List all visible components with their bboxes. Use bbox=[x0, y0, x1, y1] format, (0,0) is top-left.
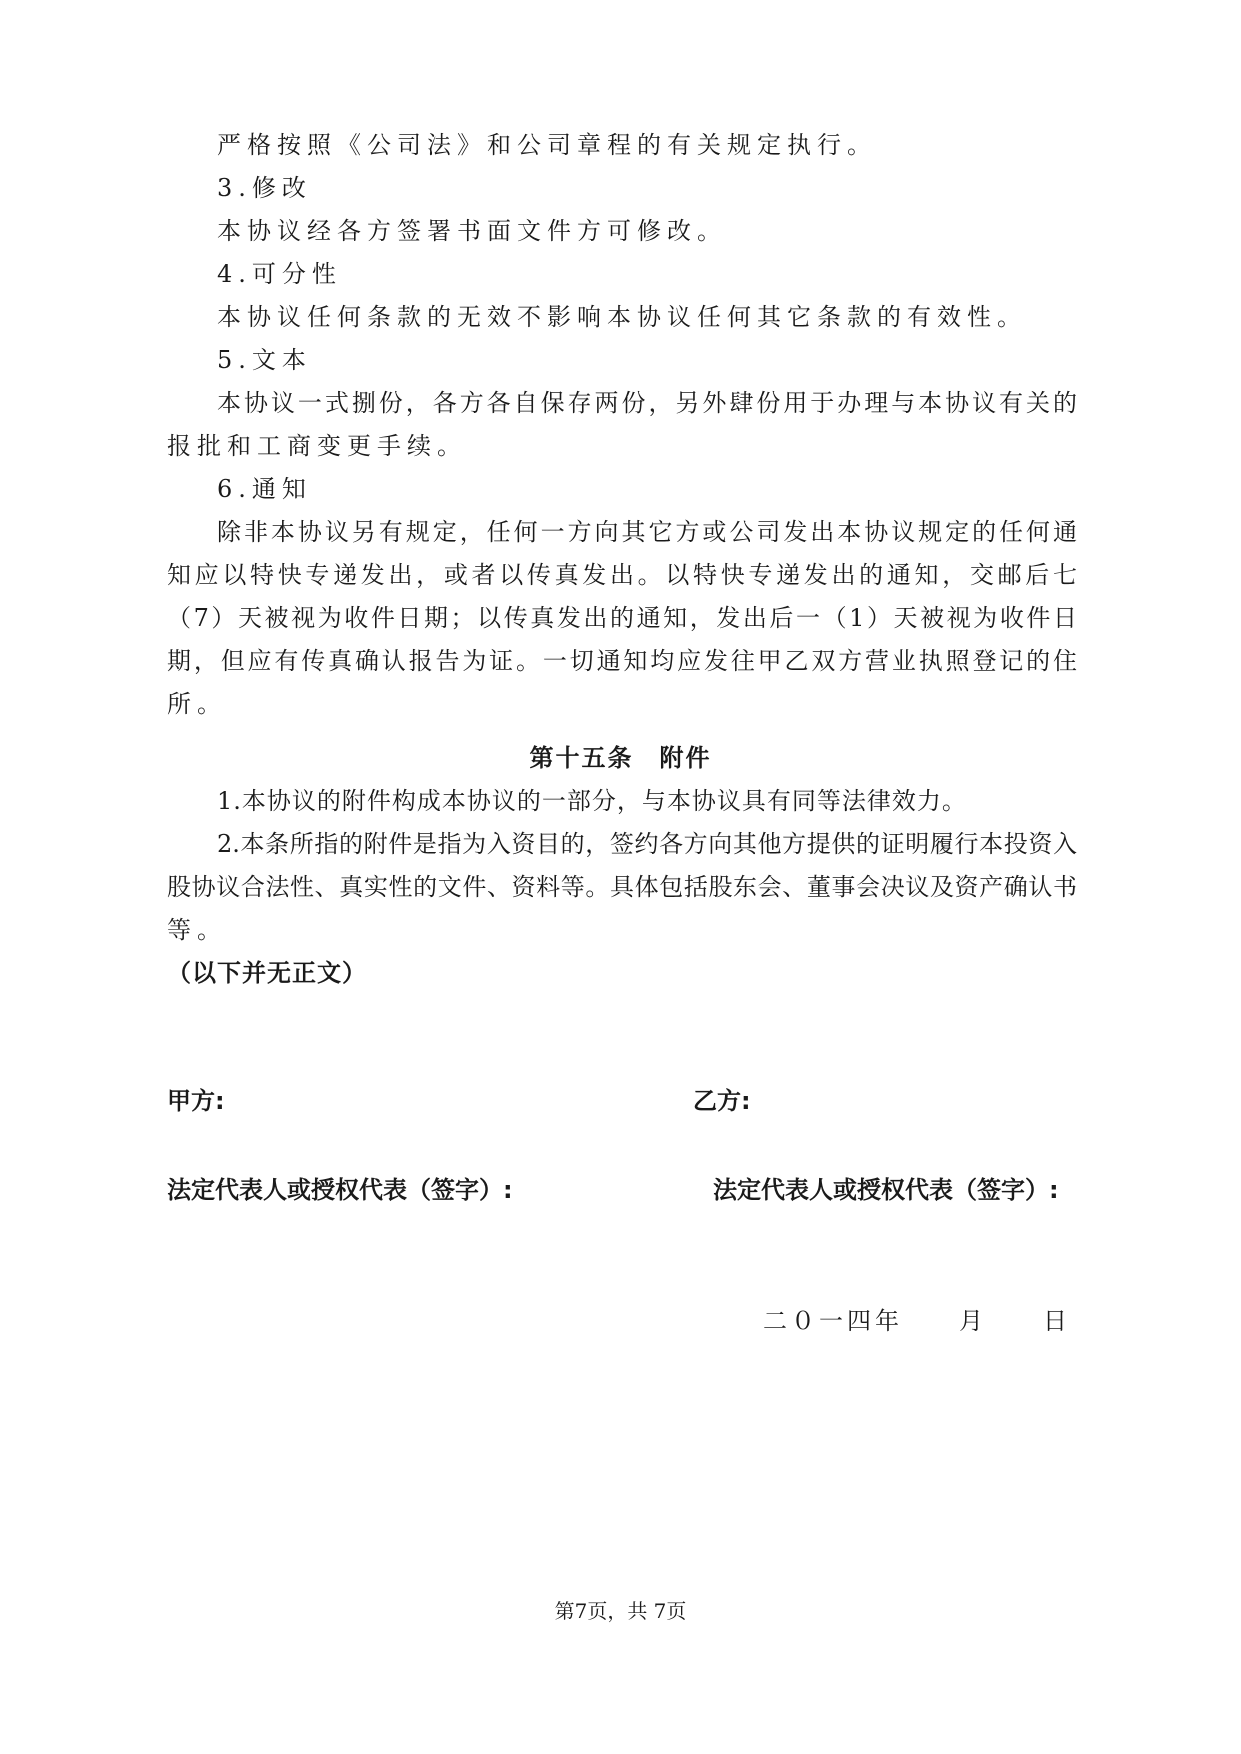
body-line-11: 知应以特快专递发出，或者以传真发出。以特快专递发出的通知，交邮后七 bbox=[167, 561, 1077, 589]
body-line-14: 所。 bbox=[167, 690, 227, 718]
attachment-clause-1: 1.本协议的附件构成本协议的一部分，与本协议具有同等法律效力。 bbox=[217, 787, 967, 815]
body-line-8: 报批和工商变更手续。 bbox=[167, 432, 467, 460]
attachment-clause-2-end: 等。 bbox=[167, 916, 227, 944]
body-line-12: （7）天被视为收件日期；以传真发出的通知，发出后一（1）天被视为收件日 bbox=[167, 604, 1077, 632]
clause-heading-notice: 6.通知 bbox=[217, 475, 312, 503]
clause-heading-text: 5.文本 bbox=[217, 346, 312, 374]
body-line-10: 除非本协议另有规定，任何一方向其它方或公司发出本协议规定的任何通 bbox=[217, 518, 1077, 546]
party-b-label: 乙方: bbox=[693, 1087, 751, 1115]
signing-date: 二０一四年 月 日 bbox=[763, 1307, 1071, 1335]
body-line-13: 期，但应有传真确认报告为证。一切通知均应发往甲乙双方营业执照登记的住 bbox=[167, 647, 1077, 675]
party-a-label: 甲方: bbox=[167, 1087, 225, 1115]
body-line-3: 本协议经各方签署书面文件方可修改。 bbox=[217, 217, 727, 245]
attachment-clause-2: 2.本条所指的附件是指为入资目的，签约各方向其他方提供的证明履行本投资入 bbox=[217, 830, 1077, 858]
body-line-1: 严格按照《公司法》和公司章程的有关规定执行。 bbox=[217, 131, 877, 159]
clause-heading-amendment: 3.修改 bbox=[217, 174, 312, 202]
party-a-representative-label: 法定代表人或授权代表（签字）: bbox=[167, 1176, 513, 1204]
clause-heading-severability: 4.可分性 bbox=[217, 260, 342, 288]
attachment-clause-2-cont: 股协议合法性、真实性的文件、资料等。具体包括股东会、董事会决议及资产确认书 bbox=[167, 873, 1077, 901]
section-heading: 第十五条 附件 bbox=[529, 744, 712, 772]
party-b-representative-label: 法定代表人或授权代表（签字）: bbox=[713, 1176, 1059, 1204]
body-line-5: 本协议任何条款的无效不影响本协议任何其它条款的有效性。 bbox=[217, 303, 1027, 331]
body-line-7: 本协议一式捌份，各方各自保存两份，另外肆份用于办理与本协议有关的 bbox=[217, 389, 1077, 417]
page-number: 第7页，共 7页 bbox=[554, 1599, 687, 1623]
closing-note: （以下并无正文） bbox=[167, 959, 367, 987]
